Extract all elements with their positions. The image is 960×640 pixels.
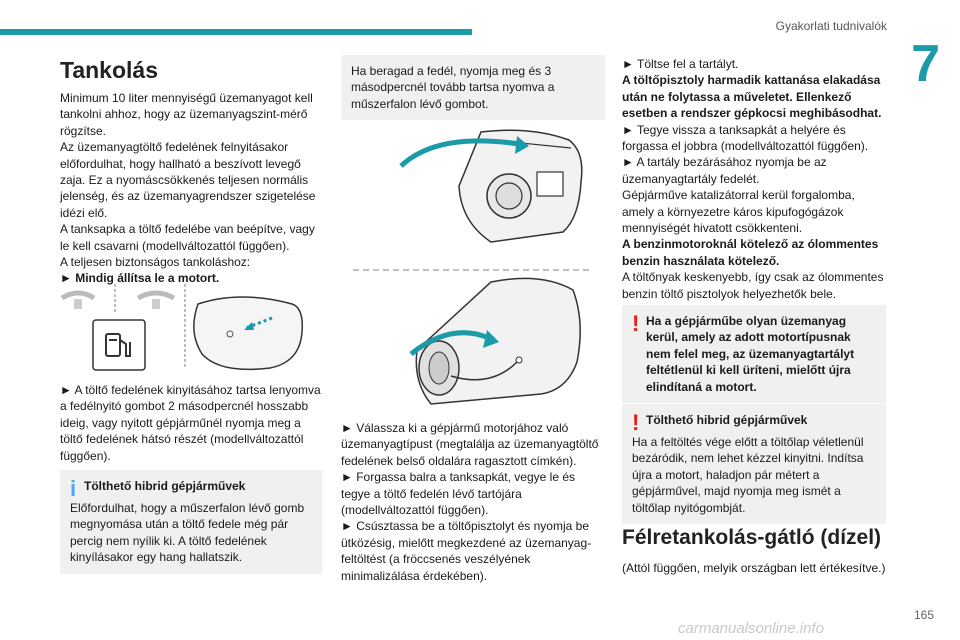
paragraph: Az üzemanyagtöltő fedelének felnyitásakor előfordulhat, hogy hallható a beszívott levegő zaja. Ez a nyomáscsökkenés teljesen normális jelenség, és az üzemanyagrendszer szigetelése idézi elő. [60, 140, 316, 220]
paragraph: Gépjárműve katalizátorral kerül forgalomba, amely a környezetre káros kipufogógázok mennyiségét hivatott csökkenteni. [622, 188, 855, 236]
watermark: carmanualsonline.info [678, 620, 824, 637]
warning-icon: ! [632, 410, 640, 435]
warning-text: A töltőpisztoly harmadik kattanása elakadása után ne folytassa a műveletet. Ellenkező esetben a rendszer gépkocsi meghibásodhat. [622, 73, 882, 121]
warning-text: Ha a feltöltés vége előtt a töltőlap véletlenül bezáródik, nem lehet kézzel kinyitni. Indítsa újra a motort, haladjon pár métert a gépjárművel, majd nyomja meg ismét a töltőlap nyitógombját. [632, 435, 864, 515]
info-title: Tölthető hibrid gépjárművek [84, 479, 246, 493]
info-icon: i [70, 476, 77, 501]
instruction-step: ► Töltse fel a tartályt. [622, 57, 739, 71]
paragraph: A teljesen biztonságos tankoláshoz: [60, 255, 251, 270]
steering-wheel-icon [62, 293, 94, 309]
chapter-number: 7 [911, 35, 940, 93]
open-flap-top [401, 130, 582, 242]
instruction-step: ► A töltő fedelének kinyitásához tartsa lenyomva a fedélnyitó gombot 2 másodpercnél hosszabb ideig, vagy nyitott gépjárműnél nyomja meg a töltő fedelének hátsó részét (modellváltozattól függően). [60, 383, 321, 463]
section-title-misfuel: Félretankolás-gátló (dízel) [622, 526, 882, 549]
instruction-step: ► Forgassa balra a tanksapkát, vegye le és tegye a töltő fedelén lévő tartójára (modellváltozattól függően). [341, 470, 575, 518]
header-accent-bar [0, 29, 472, 35]
info-text: Előfordulhat, hogy a műszerfalon lévő gomb megnyomása után a töltő fedele még pár percig nem nyílik ki. A töltő fedelének kinyílásakor egy hang hallatszik. [70, 501, 305, 565]
paragraph: A benzinmotoroknál kötelező az ólommentes benzin használata kötelező. [622, 237, 879, 268]
info-box-hybrid [60, 470, 322, 574]
warning-title: Tölthető hibrid gépjárművek [646, 413, 808, 427]
warning-box-wrong-fuel [622, 305, 886, 403]
paragraph: A töltőnyak keskenyebb, így csak az ólommentes benzin töltő pisztolyok helyezhetők bele. [622, 270, 884, 301]
page-number: 165 [913, 608, 934, 622]
paragraph: (Attól függően, melyik országban lett értékesítve.) [622, 561, 886, 575]
fuel-cap-removal-illustration [341, 122, 605, 412]
instruction-step: ► Mindig állítsa le a motort. [60, 271, 220, 286]
steering-wheel-icon [138, 293, 174, 309]
warning-icon: ! [632, 311, 640, 336]
cap-unscrew-bottom [411, 278, 580, 404]
note-text: Ha beragad a fedél, nyomja meg és 3 másodpercnél tovább tartsa nyomva a műszerfalon lévő gombot. [351, 64, 555, 111]
fuel-flap-outline [194, 297, 302, 369]
instruction-step: ► Tegye vissza a tanksapkát a helyére és forgassa el jobbra (modellváltozattól függően). [622, 122, 869, 154]
fuel-flap-button-illustration [60, 282, 322, 372]
paragraph: Minimum 10 liter mennyiségű üzemanyagot kell tankolni ahhoz, hogy az üzemanyagszint-mérő rögzítse. [60, 91, 313, 138]
warning-text: Ha a gépjárműbe olyan üzemanyag kerül, amely az adott motortípusnak nem felel meg, az üzemanyagtartályt feltétlenül ki kell üríteni, mielőtt újra elindítaná a motort. [646, 314, 855, 394]
warning-box-hybrid [622, 404, 886, 524]
instruction-step: ► Csúsztassa be a töltőpisztolyt és nyomja be ütközésig, mielőtt megkezdené az üzemanyag-feltöltést (a fröccsenés veszélyének minimalizálása érdekében). [341, 519, 592, 583]
instruction-step: ► A tartály bezárásához nyomja be az üzemanyagtartály fedelét. [622, 155, 827, 186]
note-box-stuck-flap [341, 55, 605, 120]
chapter-title: Gyakorlati tudnivalók [775, 19, 887, 33]
paragraph: A tanksapka a töltő fedelébe van beépítve, vagy le kell csavarni (modellváltozattól függően). [60, 222, 315, 253]
instruction-step: ► Válassza ki a gépjármű motorjához való üzemanyagtípust (megtalálja az üzemanyagtöltő fedelének belső oldalára ragasztott címkén). [341, 421, 599, 468]
section-title-tankolas: Tankolás [60, 57, 158, 83]
